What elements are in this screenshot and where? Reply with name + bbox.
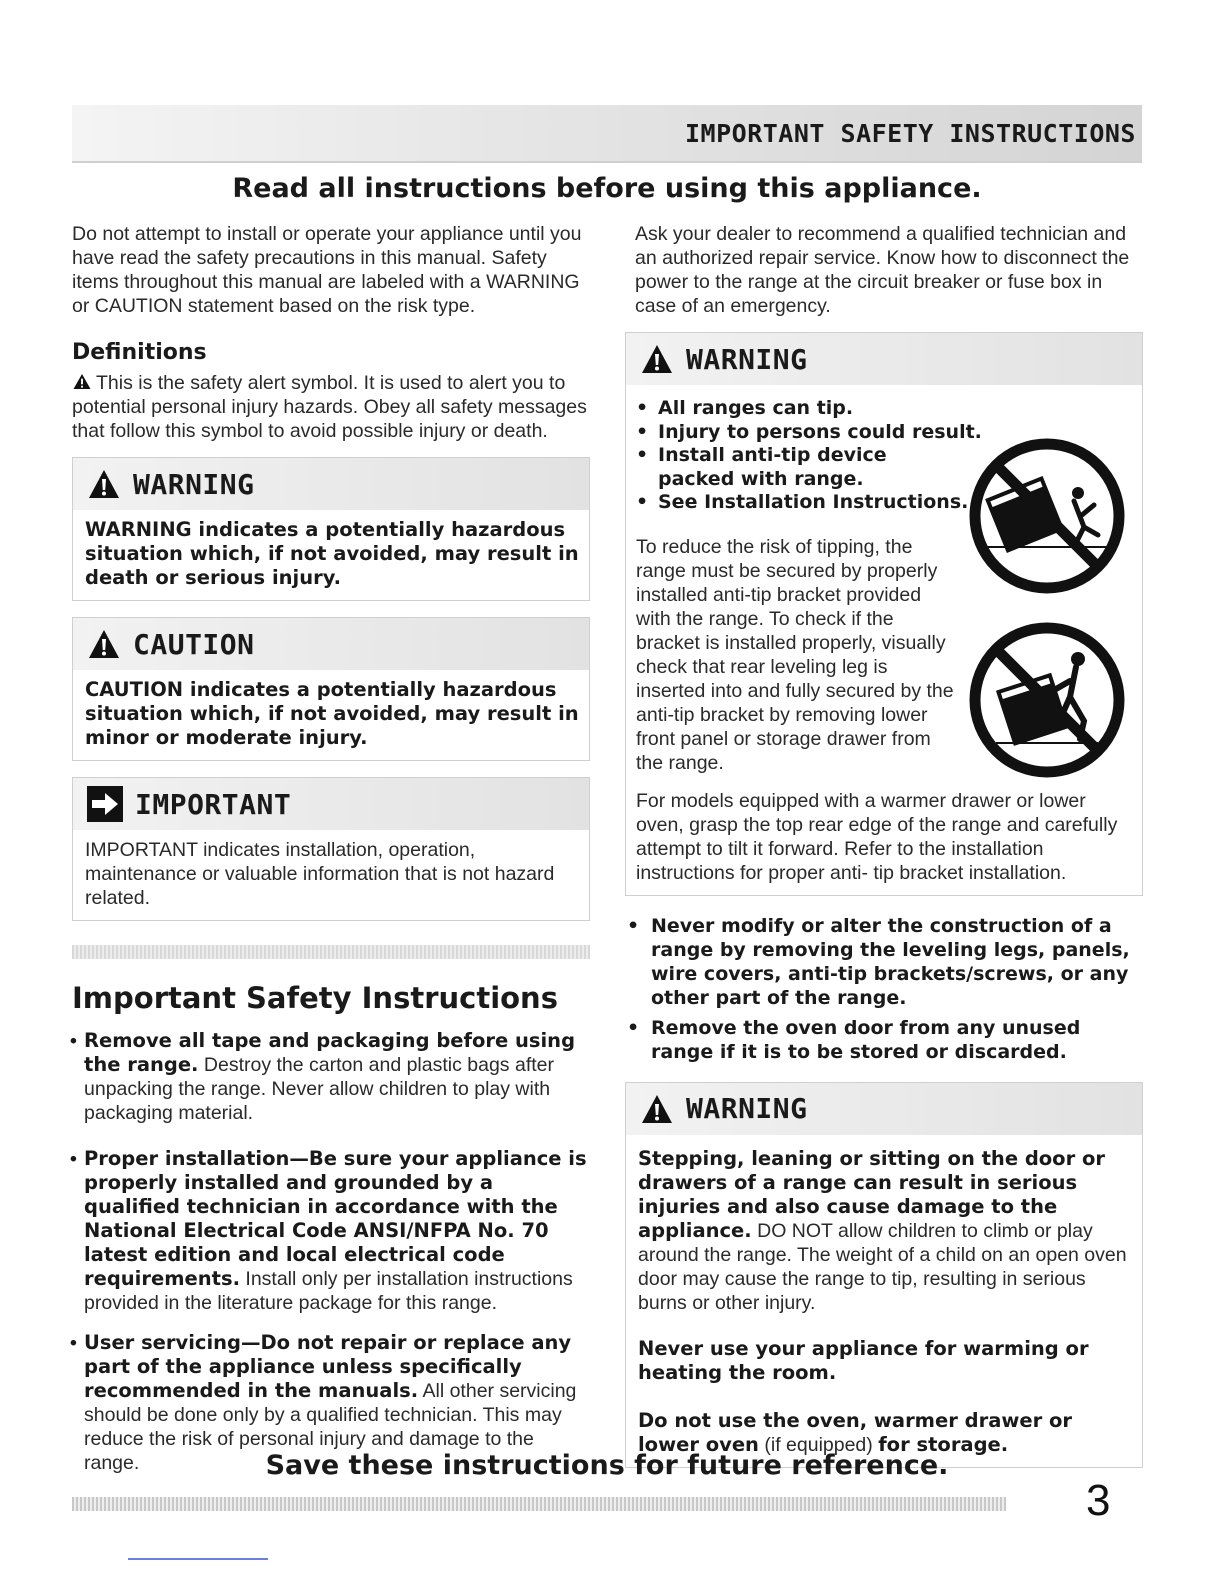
bullet-bold: User servicing—Do not repair or replace any part of the appliance unless specifically recommended in the manuals.	[84, 1331, 572, 1402]
stepping-paragraph	[638, 1147, 1132, 1315]
anti-tip-text: To reduce the risk of tipping, the range must be secured by properly installed anti-tip bracket provided with the range. To check if the bracket is installed properly, visually check that rear leveling leg is inserted into and fully secured by the anti-tip bracket by removing lower front panel or storage drawer from the range.	[636, 535, 954, 774]
bullet-text: Destroy the carton and plastic bags after unpacking the range. Never allow children to play with packaging material.	[84, 1054, 554, 1124]
important-definition-box	[72, 777, 590, 921]
tip-over-prohibited-icon	[966, 435, 1128, 597]
warning-box-label: WARNING	[686, 342, 808, 376]
section-divider	[72, 945, 590, 959]
list-item	[72, 1147, 590, 1315]
save-instructions-note: Save these instructions for future reference.	[265, 1450, 949, 1481]
page-number: 3	[1086, 1476, 1111, 1525]
intro-heading: Read all instructions before using this appliance.	[232, 173, 982, 204]
warning-box-label: WARNING	[686, 1092, 808, 1125]
stepping-bold: Stepping, leaning or sitting on the door or drawers of a range can result in serious injuries and also cause damage to the appliance.	[638, 1146, 1106, 1242]
important-box-body	[73, 830, 589, 920]
definitions-heading: Definitions	[72, 340, 207, 365]
bullet-text: All other servicing should be done only by a qualified technician. This may reduce the risk of personal injury and damage to the range.	[84, 1380, 577, 1474]
warning-box-header	[626, 1083, 1142, 1135]
bullet-bold: Proper installation—Be sure your appliance is properly installed and grounded by a qualified technician in accordance with the National Electrical Code ANSI/NFPA No. 70 latest edition and local electrical code requirements.	[84, 1147, 587, 1290]
caution-box-header	[73, 618, 589, 670]
bullet-text: Install only per installation instructions provided in the literature package for this range.	[84, 1268, 573, 1314]
list-item: • See Installation Instructions.	[636, 491, 1130, 515]
stepping-warning-box	[625, 1082, 1143, 1468]
warning-definition-box	[72, 457, 590, 601]
list-item: • All ranges can tip.	[636, 397, 1130, 421]
warning-box-label: WARNING	[133, 467, 255, 501]
list-item: • Remove the oven door from any unused range if it is to be stored or discarded.	[625, 1016, 1143, 1064]
important-safety-heading: Important Safety Instructions	[72, 981, 558, 1015]
alert-triangle-icon	[87, 628, 121, 660]
alert-triangle-icon	[640, 343, 674, 375]
list-item	[72, 1029, 590, 1125]
alert-triangle-icon	[87, 468, 121, 500]
footer-underline	[128, 1558, 268, 1560]
bullet-bold: Remove all tape and packaging before using the range.	[84, 1029, 576, 1076]
warning-definition-text: WARNING indicates a potentially hazardous situation which, if not avoided, may result in death or serious injury.	[85, 518, 579, 589]
stepping-text: DO NOT allow children to climb or play around the range. The weight of a child on an open oven door may cause the range to tip, resulting in serious burns or other injury.	[638, 1219, 1127, 1314]
list-item: • Injury to persons could result.	[636, 421, 1130, 445]
definitions-body: This is the safety alert symbol. It is used to alert you to potential personal injury hazards. Obey all safety messages that follow this symbol to avoid possible injury or death.	[72, 372, 587, 442]
right-column	[625, 222, 1143, 1468]
header-bar	[72, 105, 1142, 163]
definitions-text	[72, 371, 590, 443]
climbing-prohibited-icon	[966, 619, 1128, 781]
important-box-label: IMPORTANT	[135, 787, 292, 821]
right-intro: Ask your dealer to recommend a qualified technician and an authorized repair service. Know how to disconnect the power to the range at the circuit breaker or fuse box in case of an emergency.	[635, 223, 1130, 317]
anti-tip-details	[626, 535, 1142, 895]
warning-box-body	[73, 510, 589, 600]
storage-bold-a: Do not use the oven, warmer drawer or lower oven	[638, 1408, 1073, 1456]
caution-box-label: CAUTION	[133, 627, 255, 661]
anti-tip-warning-box	[625, 332, 1143, 896]
warning-box-header	[73, 458, 589, 510]
caution-box-body	[73, 670, 589, 760]
caution-definition-box	[72, 617, 590, 761]
important-box-header	[73, 778, 589, 830]
list-item: • Never modify or alter the construction of a range by removing the leveling legs, panels, wire covers, anti-tip brackets/screws, or any other part of the range.	[625, 914, 1143, 1010]
list-item: • Install anti-tip device packed with range.	[636, 444, 936, 491]
alert-triangle-icon	[640, 1093, 674, 1125]
caution-definition-text: CAUTION indicates a potentially hazardous situation which, if not avoided, may result in minor or moderate injury.	[85, 678, 579, 749]
arrow-right-icon	[87, 786, 123, 822]
warmer-drawer-text: For models equipped with a warmer drawer or lower oven, grasp the top rear edge of the range and carefully attempt to tilt it forward. Refer to the installation instructions for proper anti- tip bracket installation.	[636, 789, 1118, 884]
page-header-title: IMPORTANT SAFETY INSTRUCTIONS	[685, 119, 1136, 148]
heating-warning: Never use your appliance for warming or heating the room.	[638, 1336, 1089, 1384]
left-column	[72, 222, 590, 1491]
footer-bar	[72, 1497, 1006, 1511]
left-intro: Do not attempt to install or operate your appliance until you have read the safety precautions in this manual. Safety items throughout this manual are labeled with a WARNING or CAUTION statement based on the risk type.	[72, 223, 582, 317]
alert-triangle-icon	[72, 373, 92, 390]
warning-box-header	[626, 333, 1142, 385]
storage-text: (if equipped)	[758, 1433, 879, 1456]
storage-bold-b: for storage.	[878, 1432, 1009, 1456]
important-definition-text: IMPORTANT indicates installation, operation, maintenance or valuable information that is not hazard related.	[85, 839, 555, 909]
stepping-warning-body	[626, 1135, 1142, 1467]
